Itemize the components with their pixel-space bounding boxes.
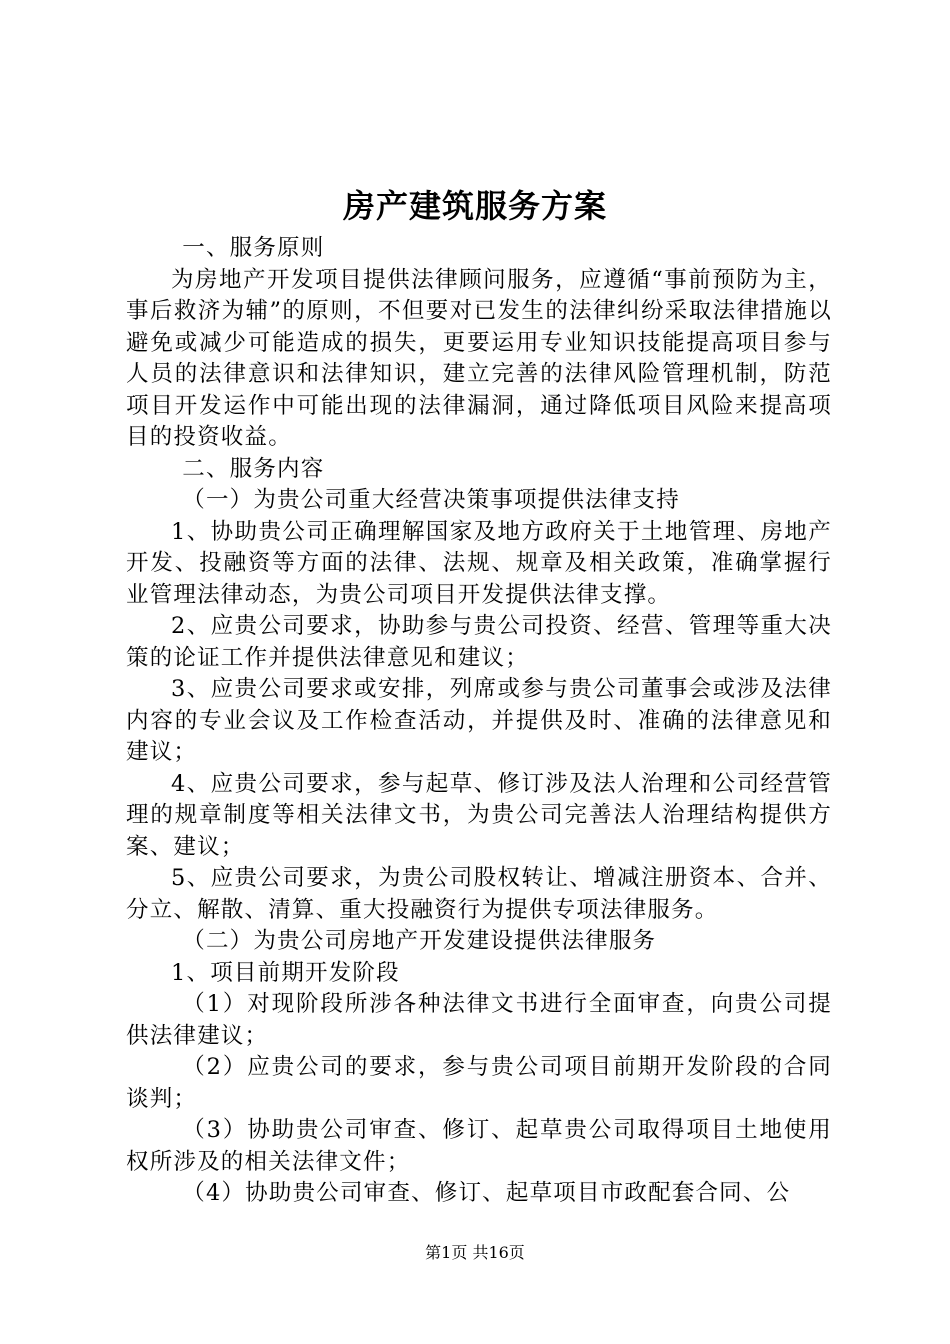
document-body xyxy=(126,233,832,1210)
paragraph: 5、应贵公司要求，为贵公司股权转让、增减注册资本、合并、分立、解散、清算、重大投融资行为提供专项法律服务。 xyxy=(126,865,832,923)
page-number-footer: 第1页 共16页 xyxy=(425,1243,525,1262)
paragraph: 3、应贵公司要求或安排，列席或参与贵公司董事会或涉及法律内容的专业会议及工作检查活动，并提供及时、准确的法律意见和建议； xyxy=(126,676,832,765)
subsection-heading: （二）为贵公司房地产开发建设提供法律服务 xyxy=(182,928,657,954)
paragraph: 1、协助贵公司正确理解国家及地方政府关于土地管理、房地产开发、投融资等方面的法律、法规、规章及相关政策，准确掌握行业管理法律动态，为贵公司项目开发提供法律支撑。 xyxy=(126,518,832,608)
list-item: （1）对现阶段所涉各种法律文书进行全面审查，向贵公司提供法律建议； xyxy=(126,991,832,1049)
subsection-heading: （一）为贵公司重大经营决策事项提供法律支持 xyxy=(182,487,680,513)
section-heading: 一、服务原则 xyxy=(182,235,325,261)
document-title: 房产建筑服务方案 xyxy=(342,187,607,225)
paragraph: 4、应贵公司要求，参与起草、修订涉及法人治理和公司经营管理的规章制度等相关法律文书，为贵公司完善法人治理结构提供方案、建议； xyxy=(126,770,832,860)
list-item: （4）协助贵公司审查、修订、起草项目市政配套合同、公 xyxy=(182,1180,791,1206)
list-item: （3）协助贵公司审查、修订、起草贵公司取得项目土地使用权所涉及的相关法律文件； xyxy=(126,1117,832,1175)
section-heading: 二、服务内容 xyxy=(182,455,325,482)
paragraph: 为房地产开发项目提供法律顾问服务，应遵循“事前预防为主，事后救济为辅”的原则，不但要对已发生的法律纠纷采取法律措施以避免或减少可能造成的损失，更要运用专业知识技能提高项目参与人员的法律意识和法律知识，建立完善的法律风险管理机制，防范项目开发运作中可能出现的法律漏洞，通过降低项目风险来提高项目的投资收益。 xyxy=(126,266,832,450)
paragraph: 2、应贵公司要求，协助参与贵公司投资、经营、管理等重大决策的论证工作并提供法律意见和建议； xyxy=(126,613,832,671)
paragraph: 1、项目前期开发阶段 xyxy=(171,959,400,986)
list-item: （2）应贵公司的要求，参与贵公司项目前期开发阶段的合同谈判； xyxy=(126,1054,832,1112)
